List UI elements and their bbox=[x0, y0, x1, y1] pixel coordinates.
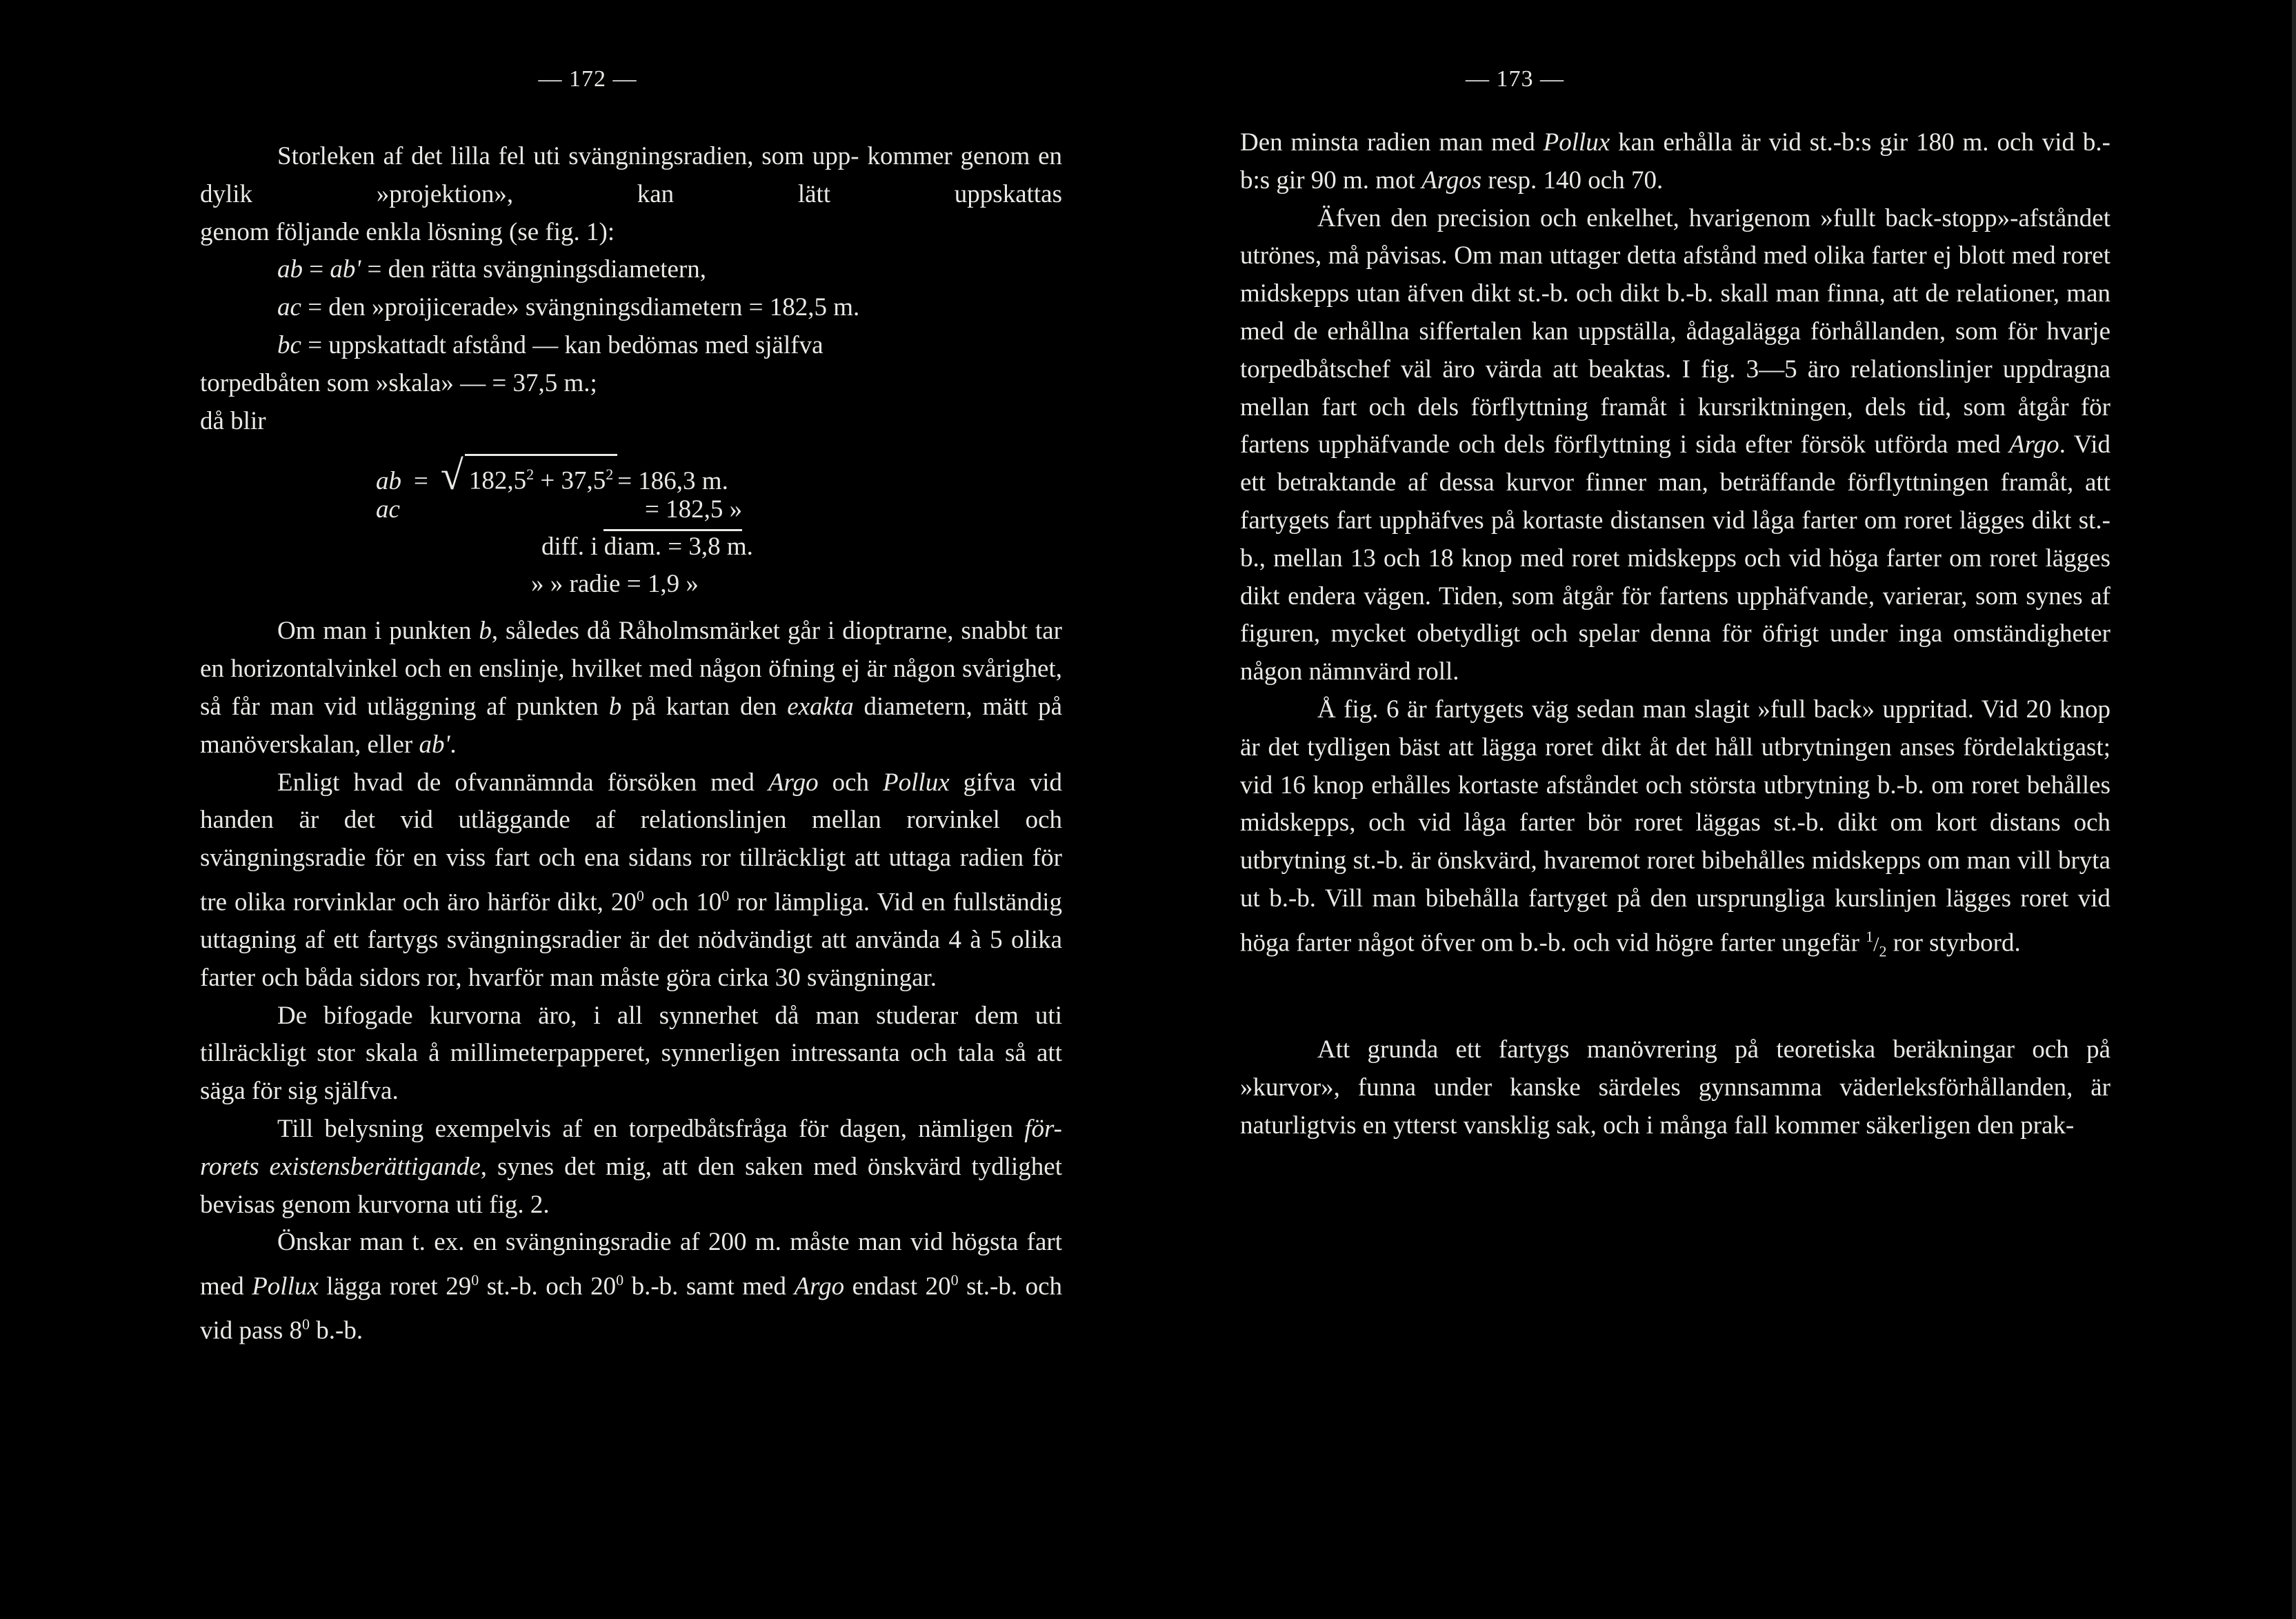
text-run: och 10 bbox=[643, 888, 722, 917]
paragraph bbox=[200, 1224, 1062, 1350]
math-var: bc bbox=[277, 330, 301, 359]
text-run: gifva vid handen är det vid utläggande af relationslinjen mellan rorvinkel och svängningsradie för en viss fart och ena sidans ror tillräckligt att uttaga radien för tre olika rorvinklar och äro härför dikt, 20 bbox=[200, 768, 1062, 917]
ship-name: Pollux bbox=[883, 768, 950, 797]
calc-result: = 186,3 m. bbox=[617, 466, 728, 495]
calc-row-ab bbox=[200, 452, 1062, 498]
math-var: b bbox=[608, 692, 622, 721]
text-run: och bbox=[818, 768, 884, 797]
degree: 0 bbox=[616, 1271, 624, 1289]
calc-row-ac bbox=[200, 491, 1062, 528]
degree: 0 bbox=[471, 1271, 479, 1289]
calc-row-radie bbox=[200, 566, 1062, 603]
fraction-denominator: 2 bbox=[1879, 942, 1887, 960]
text-run: Om man i punkten bbox=[277, 617, 479, 646]
math-var: ac bbox=[376, 495, 400, 524]
exponent: 2 bbox=[606, 466, 614, 484]
calc-result: » » radie = 1,9 » bbox=[531, 570, 699, 599]
text-run: Den minsta radien man med bbox=[1240, 128, 1544, 157]
ship-name: Pollux bbox=[1543, 128, 1610, 157]
ship-name: Argo bbox=[794, 1272, 845, 1301]
text-run: Enligt hvad de ofvannämnda försöken med bbox=[277, 768, 768, 797]
text-line: kommer genom en dylik »projektion», kan lätt uppskattas bbox=[200, 142, 1062, 208]
text-run: , således då Råholmsmärket går i dioptrarne, snabbt tar en horizontalvinkel och en enslinje, hvilket med någon öfning ej är någon svårighet, så får man vid utläggning af punkten bbox=[200, 617, 1062, 721]
text-run: . Vid ett betraktande af dessa kurvor finner man, beträffande förflyttningen framåt, att fartygets fart upphäfves på kortaste distansen vid låga farter om roret lägges dikt st.-b., mellan 13 och 18 knop med roret midskepps och vid höga farter om roret lägges dikt endera vägen. Tiden, som åtgår för fartens upphäfvande, varierar, som synes af figuren, mycket obetydligt och spelar denna för öfrigt under inga omständigheter någon nämnvärd roll. bbox=[1240, 430, 2110, 686]
text-run: . bbox=[450, 730, 457, 759]
math-var: b bbox=[479, 617, 492, 646]
text-run: Önskar man t. ex. en svängningsradie af 200 m. måste man vid högsta fart med bbox=[200, 1228, 1062, 1301]
text-run: , synes det mig, att den saken med önskvärd tydlighet bevisas genom kurvorna uti fig. 2. bbox=[200, 1152, 1062, 1219]
ship-name: Argo bbox=[2009, 430, 2059, 459]
text-run: diametern, mätt på manöverskalan, eller bbox=[200, 692, 1062, 759]
text-run: ror lämpliga. Vid en fullständig uttagning af ett fartygs svängningsradier är det nödvändigt att använda 4 à 5 olika farter och båda sidors ror, hvarför man måste göra cirka 30 svängningar. bbox=[200, 888, 1062, 992]
degree: 0 bbox=[950, 1271, 959, 1289]
ship-name: Pollux bbox=[252, 1272, 319, 1301]
paragraph bbox=[1240, 200, 2110, 691]
paragraph bbox=[1240, 124, 2110, 200]
math-var: ac bbox=[277, 293, 301, 322]
definition-line bbox=[200, 251, 1062, 289]
degree: 0 bbox=[636, 886, 644, 904]
math-var: ab' bbox=[419, 730, 450, 759]
text-column bbox=[1240, 124, 2110, 1145]
paragraph bbox=[1240, 1031, 2110, 1144]
math-op: = bbox=[303, 255, 330, 284]
page-edge bbox=[2292, 0, 2296, 1619]
sqrt-sign: √ bbox=[440, 452, 463, 498]
calc-row-diff bbox=[200, 528, 1062, 566]
text-run: st.-b. och 20 bbox=[479, 1272, 617, 1301]
paragraph bbox=[1240, 691, 2110, 971]
page-number: — 173 — bbox=[1466, 66, 1564, 92]
paragraph bbox=[200, 613, 1062, 764]
section-gap bbox=[1240, 971, 2110, 1031]
math-var: ab bbox=[277, 255, 303, 284]
ship-name: Argos bbox=[1421, 166, 1482, 195]
definition-text: = den »proijicerade» svängningsdiametern = 182,5 m. bbox=[301, 293, 860, 322]
text-run: st.-b. och vid pass 8 bbox=[200, 1272, 1062, 1345]
definition-text: = den rätta svängningsdiametern, bbox=[361, 255, 706, 284]
fraction-numerator: 1 bbox=[1866, 927, 1874, 945]
math-var: ab bbox=[376, 466, 401, 495]
fraction-slash: / bbox=[1873, 933, 1879, 956]
text-column bbox=[200, 138, 1062, 1351]
paragraph bbox=[200, 764, 1062, 997]
paragraph bbox=[200, 1111, 1062, 1224]
text-line: Storleken af det lilla fel uti svängningsradien, som upp- bbox=[277, 142, 859, 170]
exponent: 2 bbox=[526, 466, 535, 484]
math-var: ab' bbox=[330, 255, 361, 284]
emphasis: för-rorets existensberättigande bbox=[200, 1115, 1062, 1181]
text-run: De bifogade kurvorna äro, i all synnerhet då man studerar dem uti tillräckligt stor skala å millimeterpapperet, synnerligen intressanta och tala så att säga för sig själfva. bbox=[200, 1001, 1062, 1106]
math-op: = bbox=[414, 466, 428, 495]
text-run: Äfven den precision och enkelhet, hvarigenom »fullt back-stopp»-afståndet utrönes, må påvisas. Om man uttager detta afstånd med olika farter ej blott med roret midskepps utan äfven dikt st.-b. och dikt b.-b. skall man finna, att de relationer, man med de erhållna siffertalen kan uppställa, ådagalägga förhållanden, som för hvarje torpedbåtschef väl äro värda att beaktas. I fig. 3—5 äro relationslinjer uppdragna mellan fart och dels förflyttning framåt i kursriktningen, dels tid, som åtgår för fartens upphäfvande och dels förflyttning i sida efter försök utförda med bbox=[1240, 203, 2110, 459]
right-page bbox=[1148, 0, 2296, 1619]
text-run: ror styrbord. bbox=[1886, 928, 2021, 957]
text-run: Att grunda ett fartygs manövrering på teoretiska beräkningar och på »kurvor», funna under kanske särdeles gynnsamma väderleksförhållanden, är naturligtvis en ytterst vansklig sak, och i många fall kommer säkerligen den prak- bbox=[1240, 1035, 2110, 1140]
paragraph bbox=[200, 214, 1062, 252]
text-run: på kartan den bbox=[621, 692, 788, 721]
paragraph bbox=[200, 997, 1062, 1111]
text-line: torpedbåten som »skala» — = 37,5 m.; bbox=[200, 368, 597, 397]
text-run: b.-b. bbox=[310, 1316, 363, 1345]
definition-line bbox=[200, 327, 1062, 365]
emphasis: exakta bbox=[787, 692, 854, 721]
text-run: endast 20 bbox=[844, 1272, 951, 1301]
calc-result: = 182,5 » bbox=[603, 491, 742, 531]
definition-line bbox=[200, 289, 1062, 327]
text-run: resp. 140 och 70. bbox=[1481, 166, 1664, 195]
text-line: då blir bbox=[200, 406, 266, 435]
definition-text: = uppskattadt afstånd — kan bedömas med själfva bbox=[301, 330, 823, 359]
text-run: Till belysning exempelvis af en torpedbåtsfråga för dagen, nämligen bbox=[277, 1115, 1025, 1144]
radicand-term: 37,5 bbox=[561, 466, 606, 495]
radicand-term: 182,5 bbox=[468, 466, 527, 495]
text-line: genom följande enkla lösning (se fig. 1): bbox=[200, 217, 615, 246]
text-run: lägga roret 29 bbox=[318, 1272, 472, 1301]
text-run: kan erhålla är vid st.-b:s gir 180 m. och vid b.-b:s gir 90 m. mot bbox=[1240, 128, 2111, 195]
text-run: b.-b. samt med bbox=[623, 1272, 795, 1301]
degree: 0 bbox=[721, 886, 730, 904]
paragraph bbox=[200, 138, 1062, 214]
text-run: Å fig. 6 är fartygets väg sedan man slagit »full back» uppritad. Vid 20 knop är det tydligen bäst att lägga roret dikt åt det håll utbrytningen anses fördelaktigast; vid 16 knop erhålles kortaste afståndet och största utbrytning b.-b. om roret behålles midskepps, och vid låga farter bör roret läggas st.-b. dikt om kort distans och utbrytning st.-b. är önskvärd, hvaremot roret bibehålles midskepps om man vill bryta ut b.-b. Vill man bibehålla fartyget på den ursprungliga kurslinjen lägges roret vid höga farter något öfver om b.-b. och vid högre farter ungefär bbox=[1240, 695, 2110, 957]
degree: 0 bbox=[302, 1315, 310, 1333]
calc-result: diff. i diam. = 3,8 m. bbox=[541, 533, 753, 562]
page-number: — 172 — bbox=[538, 66, 637, 92]
calculation-block bbox=[200, 454, 1062, 603]
math-op: + bbox=[534, 466, 561, 495]
ship-name: Argo bbox=[768, 768, 819, 797]
